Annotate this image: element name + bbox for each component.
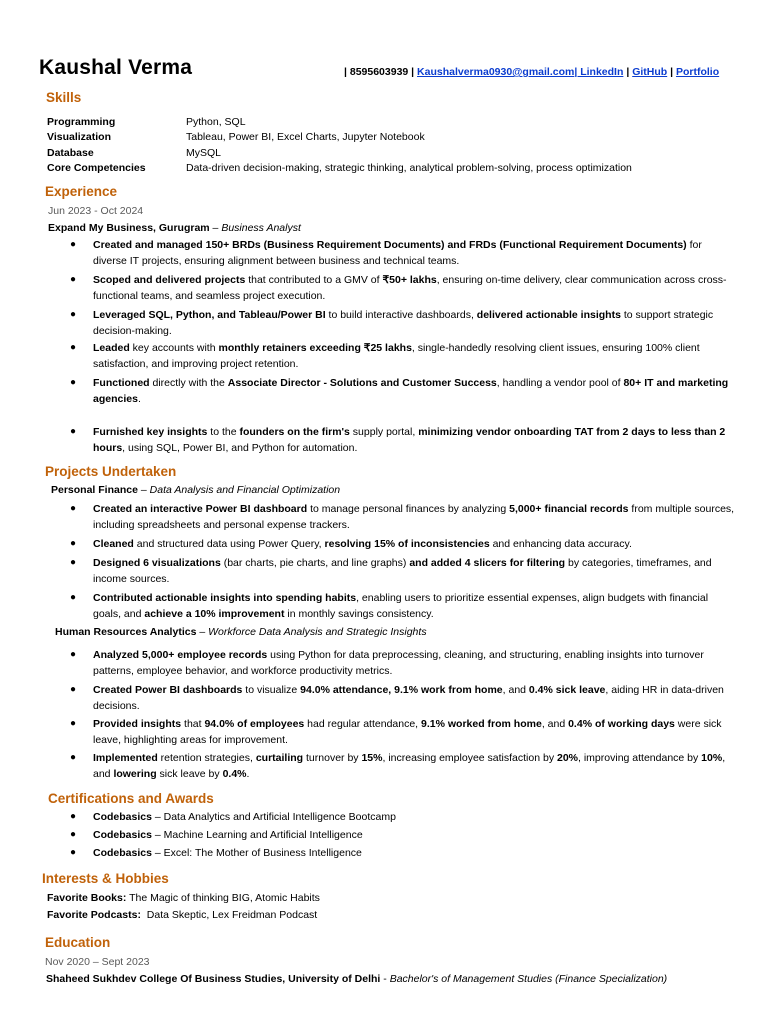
list-item: ● Contributed actionable insights into spending habits, enabling users to prioritize essential expenses, align budgets with financial goals, and achieve a 10% improvement in monthly savings consistency. xyxy=(70,592,709,620)
bullet-icon: ● xyxy=(70,503,77,514)
list-item: ● Implemented retention strategies, curtailing turnover by 15%, increasing employee satisfaction by 20%, improving attendance by 10%, and lowering sick leave by 0.4%. xyxy=(70,752,726,780)
bullet-icon: ● xyxy=(70,684,77,695)
project-bullets xyxy=(70,647,738,785)
bullet-icon: ● xyxy=(70,811,77,822)
projects-heading: Projects Undertaken xyxy=(45,464,177,479)
skills-heading: Skills xyxy=(46,90,82,105)
skill-label: Database xyxy=(47,147,94,159)
bullet-icon: ● xyxy=(70,309,77,320)
github-link[interactable]: GitHub xyxy=(632,66,668,78)
bullet-icon: ● xyxy=(70,847,77,858)
podcasts-value: Data Skeptic, Lex Freidman Podcast xyxy=(140,909,318,921)
portfolio-link[interactable]: Portfolio xyxy=(675,66,720,78)
skill-row xyxy=(47,160,747,176)
bullet-icon: ● xyxy=(70,718,77,729)
favorite-podcasts xyxy=(47,907,317,923)
bullet-icon: ● xyxy=(70,239,77,250)
bullet-icon: ● xyxy=(70,274,77,285)
phone: | 8595603939 | xyxy=(344,66,415,78)
separator: | xyxy=(670,66,674,78)
list-item: ● Codebasics – Data Analytics and Artificial Intelligence Bootcamp xyxy=(70,811,396,823)
contact-line xyxy=(344,66,719,78)
interests-heading: Interests & Hobbies xyxy=(42,871,169,886)
education-line: Shaheed Sukhdev College Of Business Studies, University of Delhi - Bachelor's of Management Studies (Finance Specialization) xyxy=(46,973,668,985)
list-item: ● Scoped and delivered projects that contributed to a GMV of ₹50+ lakhs, ensuring on-time delivery, clear communication across cross-functional teams, and seamless project execution. xyxy=(70,274,727,302)
project-title-line: Personal Finance – Data Analysis and Financial Optimization xyxy=(51,484,341,496)
list-item: ● Designed 6 visualizations (bar charts, pie charts, and line graphs) and added 4 slicers for filtering by categories, timeframes, and income sources. xyxy=(70,557,712,585)
list-item: ● Codebasics – Excel: The Mother of Business Intelligence xyxy=(70,847,362,859)
certification-list xyxy=(70,809,738,863)
experience-company-line xyxy=(48,220,301,236)
project-subtitle: Data Analysis and Financial Optimization xyxy=(149,484,341,496)
experience-dates: Jun 2023 - Oct 2024 xyxy=(48,205,144,217)
skill-row xyxy=(47,129,747,145)
project-title-line: Human Resources Analytics – Workforce Data Analysis and Strategic Insights xyxy=(55,626,427,638)
list-item: ● Codebasics – Machine Learning and Artificial Intelligence xyxy=(70,829,363,841)
project-subtitle: Workforce Data Analysis and Strategic Insights xyxy=(208,626,427,638)
list-item: ● Provided insights that 94.0% of employees had regular attendance, 9.1% worked from home, and 0.4% of working days were sick leave, highlighting areas for improvement. xyxy=(70,718,722,746)
list-item: ● Cleaned and structured data using Power Query, resolving 15% of inconsistencies and enhancing data accuracy. xyxy=(70,538,632,550)
list-item: ● Created and managed 150+ BRDs (Business Requirement Documents) and FRDs (Functional Requirement Documents) for diverse IT projects, ensuring alignment between business and technical teams. xyxy=(70,239,702,267)
skill-label: Programming xyxy=(47,116,116,128)
experience-heading: Experience xyxy=(45,184,118,199)
bullet-icon: ● xyxy=(70,829,77,840)
education-heading: Education xyxy=(45,935,111,950)
education-dates: Nov 2020 – Sept 2023 xyxy=(45,956,150,968)
skill-label: Core Competencies xyxy=(47,162,146,174)
bullet-icon: ● xyxy=(70,752,77,763)
books-value: The Magic of thinking BIG, Atomic Habits xyxy=(126,892,320,904)
job-role: Business Analyst xyxy=(221,222,301,234)
experience-bullets xyxy=(70,237,738,459)
skill-value: Tableau, Power BI, Excel Charts, Jupyter Notebook xyxy=(186,131,425,143)
podcasts-label: Favorite Podcasts: xyxy=(47,909,141,921)
list-item: ● Leveraged SQL, Python, and Tableau/Power BI to build interactive dashboards, delivered actionable insights to support strategic decision-making. xyxy=(70,309,714,337)
project-name: Human Resources Analytics xyxy=(55,626,197,638)
bullet-icon: ● xyxy=(70,377,77,388)
bullet-icon: ● xyxy=(70,426,77,437)
bullet-icon: ● xyxy=(70,538,77,549)
linkedin-link[interactable]: | LinkedIn xyxy=(574,66,624,78)
list-item: ● Leaded key accounts with monthly retainers exceeding ₹25 lakhs, single-handedly resolving client issues, ensuring 100% client satisfaction, and improving project retention. xyxy=(70,342,700,370)
bullet-icon: ● xyxy=(70,557,77,568)
bullet-icon: ● xyxy=(70,342,77,353)
list-item: ● Created an interactive Power BI dashboard to manage personal finances by analyzing 5,000+ financial records from multiple sources, including spreadsheets and personal expense trackers. xyxy=(70,503,735,531)
degree: Bachelor's of Management Studies (Finance Specialization) xyxy=(389,973,668,985)
favorite-books xyxy=(47,890,320,906)
skill-row xyxy=(47,114,747,130)
skill-value: Data-driven decision-making, strategic thinking, analytical problem-solving, process optimization xyxy=(186,162,632,174)
skill-row xyxy=(47,145,747,161)
bullet-icon: ● xyxy=(70,592,77,603)
list-item: ● Furnished key insights to the founders on the firm's supply portal, minimizing vendor onboarding TAT from 2 days to less than 2 hours, using SQL, Power BI, and Python for automation. xyxy=(70,426,726,454)
books-label: Favorite Books: xyxy=(47,892,127,904)
project-bullets xyxy=(70,501,738,625)
bullet-icon: ● xyxy=(70,649,77,660)
dash: – xyxy=(209,222,222,234)
certifications-heading: Certifications and Awards xyxy=(48,791,214,806)
school-name: Shaheed Sukhdev College Of Business Studies, University of Delhi xyxy=(46,973,381,985)
candidate-name: Kaushal Verma xyxy=(39,56,193,79)
separator: | xyxy=(626,66,630,78)
skill-value: Python, SQL xyxy=(186,116,246,128)
company-name: Expand My Business, Gurugram xyxy=(48,222,210,234)
list-item: ● Functioned directly with the Associate Director - Solutions and Customer Success, handling a vendor pool of 80+ IT and marketing agencies. xyxy=(70,377,729,405)
project-name: Personal Finance xyxy=(51,484,138,496)
email-link[interactable]: Kaushalverma0930@gmail.com xyxy=(417,66,575,78)
skill-value: MySQL xyxy=(186,147,222,159)
skill-label: Visualization xyxy=(47,131,111,143)
list-item: ● Analyzed 5,000+ employee records using Python for data preprocessing, cleaning, and structuring, enabling insights into turnover patterns, employee behavior, and workforce productivity metrics. xyxy=(70,649,704,677)
list-item: ● Created Power BI dashboards to visualize 94.0% attendance, 9.1% work from home, and 0.4% sick leave, aiding HR in data-driven decisions. xyxy=(70,684,724,712)
